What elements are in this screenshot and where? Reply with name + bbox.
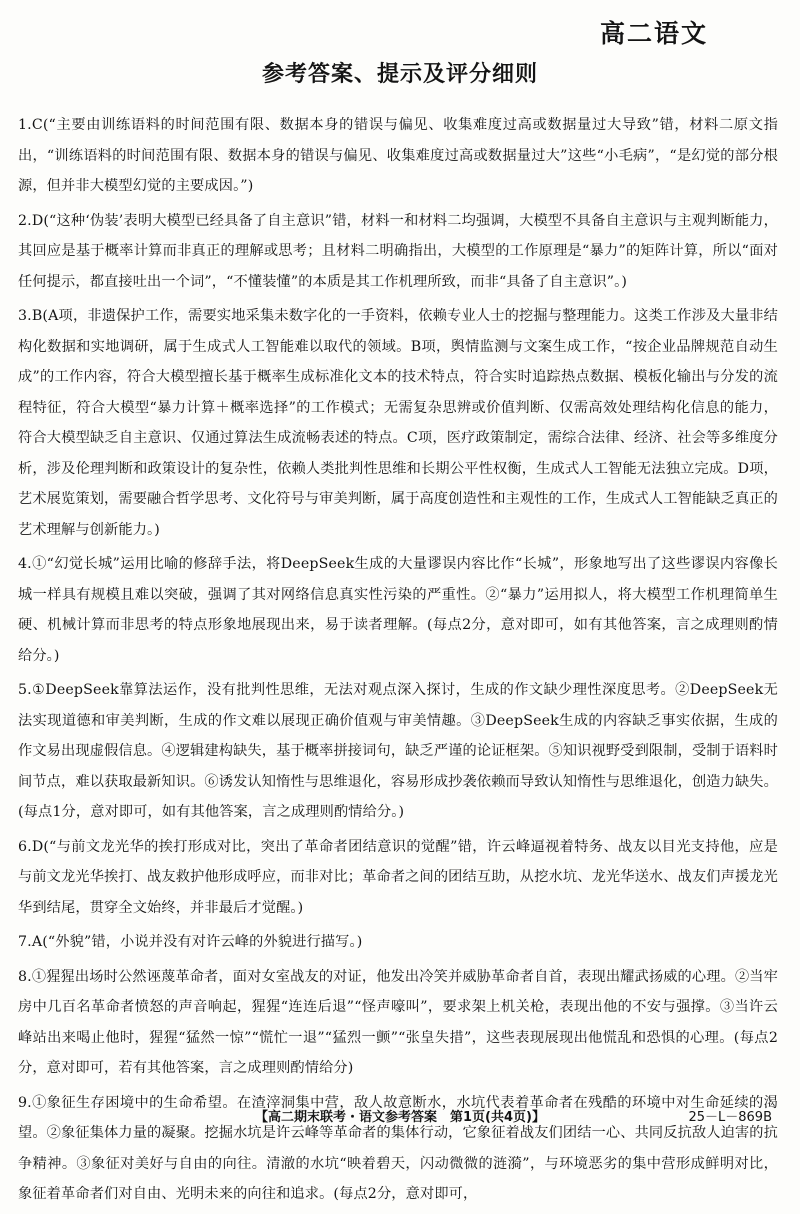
item-text: ①“幻觉长城”运用比喻的修辞手法，将DeepSeek生成的大量谬误内容比作“长城”，形象地写出了这些谬误内容像长城一样具有规模且难以突破，强调了其对网络信息真实性污染的严重性。②“暴力”运用拟人，将大模型工作机理简单生硬、机械计算而非思考的特点形象地展现出来，易于读者理解。(每点2分，意对即可，如有其他答案，言之成理则酌情给分。) <box>18 556 778 664</box>
answer-item-6 <box>18 832 778 924</box>
item-number: 6. <box>18 838 32 855</box>
item-number: 8. <box>18 968 32 985</box>
item-number: 7. <box>18 934 32 950</box>
item-number: 4. <box>18 556 32 572</box>
item-text: D(“这种‘伪装’表明大模型已经具备了自主意识”错，材料一和材料二均强调，大模型不具备自主意识与主观判断能力，其回应是基于概率计算而非真正的理解或思考；且材料二明确指出，大模型的工作原理是“暴力”的矩阵计算，所以“面对任何提示，都直接吐出一个词”，“不懂装懂”的本质是其工作机理所致，而非“具备了自主意识”。) <box>18 212 778 290</box>
item-text: ①猩猩出场时公然诬蔑革命者，面对女室战友的对证，他发出冷笑并威胁革命者自首，表现出耀武扬威的心理。②当牢房中几百名革命者愤怒的声音响起，猩猩“连连后退”“怪声嚎叫”，要求架上机关枪，表现出他的不安与强撑。③当许云峰站出来喝止他时，猩猩“猛然一惊”“慌忙一退”“猛烈一颤”“张皇失措”，这些表现展现出他慌乱和恐惧的心理。(每点2分，意对即可，若有其他答案，言之成理则酌情给分) <box>18 968 778 1076</box>
footer-page-info: 【高二期末联考・语文参考答案 第1页(共4页)】 <box>255 1110 545 1125</box>
item-number: 2. <box>18 212 32 229</box>
item-text: C(“主要由训练语料的时间范围有限、数据本身的错误与偏见、收集难度过高或数据量过大导致”错，材料二原文指出，“训练语料的时间范围有限、数据本身的错误与偏见、收集难度过高或数据量过大”这些“小毛病”，“是幻觉的部分根源，但并非大模型幻觉的主要成因。”) <box>18 117 778 194</box>
answer-item-1 <box>18 110 778 202</box>
item-number: 5. <box>18 682 32 698</box>
answer-item-7 <box>18 927 778 958</box>
item-number: 3. <box>18 308 32 324</box>
answer-item-8 <box>18 962 778 1084</box>
item-text: D(“与前文龙光华的挨打形成对比，突出了革命者团结意识的觉醒”错，许云峰逼视着特务、战友以目光支持他，应是与前文龙光华挨打、战友救护他形成呼应，而非对比；革命者之间的团结互助，从挖水坑、龙光华送水、战友们声援龙光华到结尾，贯穿全文始终，并非最后才觉醒。) <box>18 838 778 916</box>
page-footer <box>0 1106 800 1126</box>
answer-item-2 <box>18 206 778 298</box>
item-text: ①象征生存困境中的生命希望。在渣滓洞集中营，敌人故意断水，水坑代表着革命者在残酷的环境中对生命延续的渴望。②象征集体力量的凝聚。挖掘水坑是许云峰等革命者的集体行动，它象征着战友们团结一心、共同反抗敌人迫害的抗争精神。③象征对美好与自由的向往。清澈的水坑“映着碧天，闪动微微的涟漪”，与环境恶劣的集中营形成鲜明对比，象征着革命者们对自由、光明未来的向往和追求。(每点2分，意对即可， <box>18 1094 778 1202</box>
footer-code: 25－L－869B <box>688 1110 772 1125</box>
page-title: 参考答案、提示及评分细则 <box>261 62 538 87</box>
answer-item-5 <box>18 675 778 828</box>
answer-item-4 <box>18 549 778 671</box>
answer-item-3 <box>18 301 778 545</box>
item-text: B(A项，非遗保护工作，需要实地采集未数字化的一手资料，依赖专业人士的挖掘与整理能力。这类工作涉及大量非结构化数据和实地调研，属于生成式人工智能难以取代的领域。B项，舆情监测与文案生成工作，“按企业品牌规范自动生成”的工作内容，符合大模型擅长基于概率生成标准化文本的技术特点，符合实时追踪热点数据、模板化输出与分发的流程特征，符合大模型“暴力计算＋概率选择”的工作模式；无需复杂思辨或价值判断、仅需高效处理结构化信息的能力，符合大模型缺乏自主意识、仅通过算法生成流畅表述的特点。C项，医疗政策制定，需综合法律、经济、社会等多维度分析，涉及伦理判断和政策设计的复杂性，依赖人类批判性思维和长期公平性权衡，生成式人工智能无法独立完成。D项，艺术展览策划，需要融合哲学思考、文化符号与审美判断，属于高度创造性和主观性的工作，生成式人工智能缺乏真正的艺术理解与创新能力。) <box>18 308 778 538</box>
item-number: 1. <box>18 117 32 133</box>
item-text: ①DeepSeek靠算法运作，没有批判性思维，无法对观点深入探讨，生成的作文缺少理性深度思考。②DeepSeek无法实现道德和审美判断，生成的作文难以展现正确价值观与审美情趣。③DeepSeek生成的内容缺乏事实依据，生成的作文易出现虚假信息。④逻辑建构缺失，基于概率拼接词句，缺乏严谨的论证框架。⑤知识视野受到限制，受制于语料时间节点，难以获取最新知识。⑥诱发认知惰性与思维退化，容易形成抄袭依赖而导致认知惰性与思维退化，创造力缺失。(每点1分，意对即可，如有其他答案，言之成理则酌情给分。) <box>18 682 778 820</box>
item-number: 9. <box>18 1094 32 1111</box>
subject-label: 高二语文 <box>599 19 708 48</box>
item-text: A(“外貌”错，小说并没有对许云峰的外貌进行描写。) <box>31 934 363 950</box>
answer-list <box>18 110 778 1214</box>
